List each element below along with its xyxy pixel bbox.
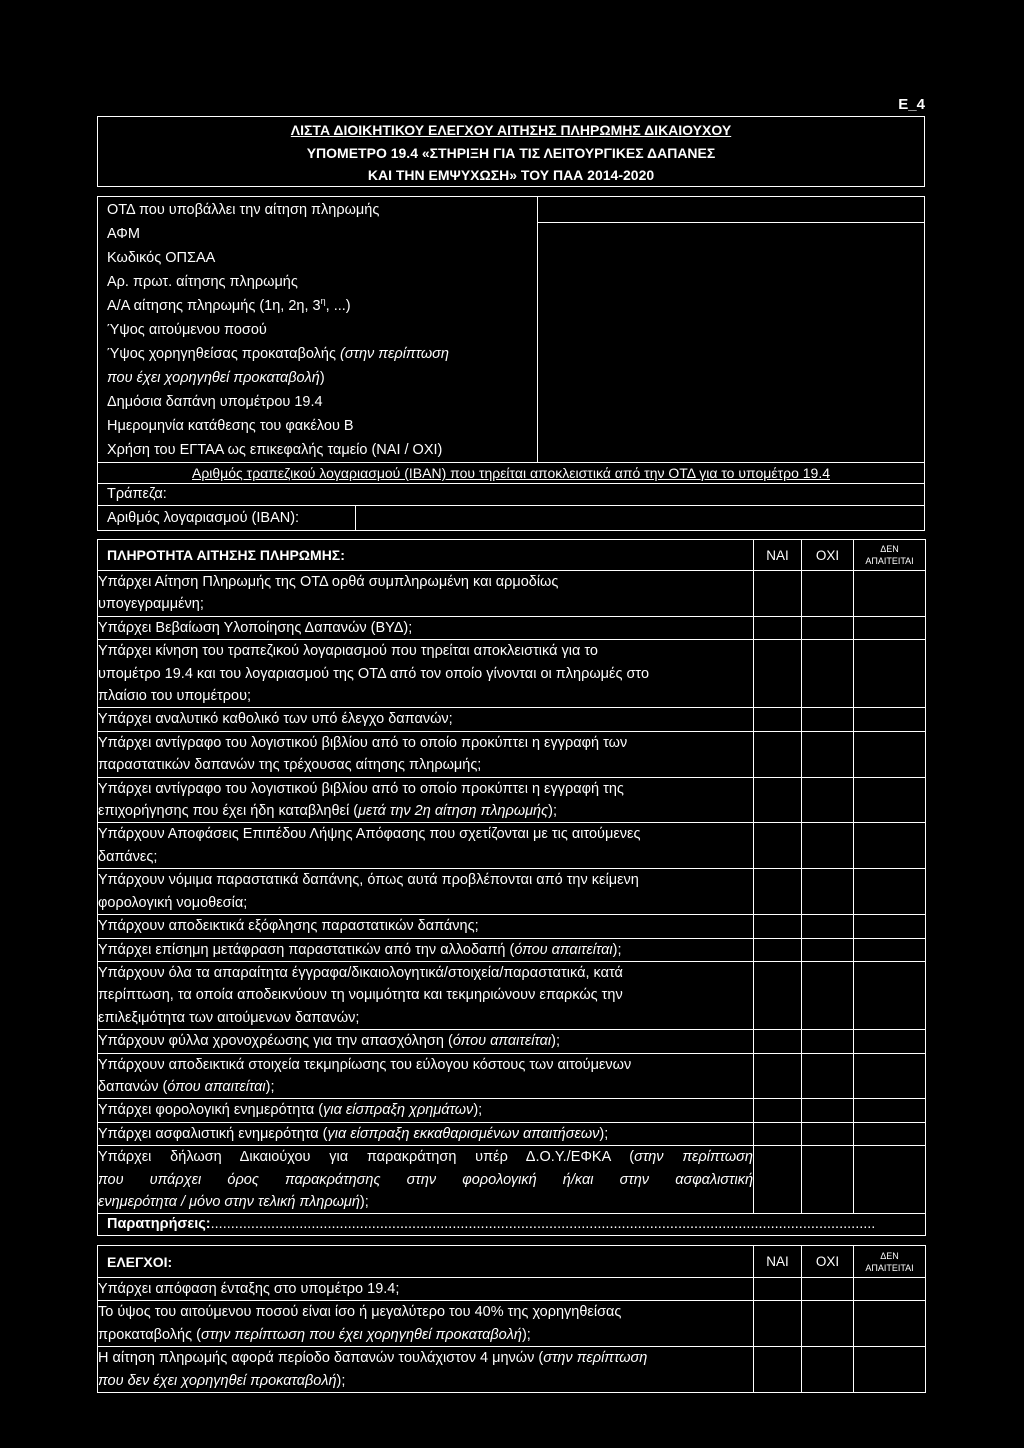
text-line — [98, 915, 753, 937]
checklist-row — [98, 961, 926, 1029]
answer-not-required-cell — [854, 777, 926, 823]
text-line — [107, 390, 449, 414]
answer-not-required-cell — [854, 1278, 926, 1301]
text-line — [98, 1054, 753, 1076]
info-field-label — [107, 414, 449, 438]
answer-not-required-cell — [854, 915, 926, 938]
answer-no-cell — [802, 823, 854, 869]
answer-no-cell — [802, 731, 854, 777]
text-segment: Κωδικός ΟΠΣΑΑ — [107, 250, 216, 266]
text-segment: Υπάρχει φορολογική ενημερότητα ( — [98, 1102, 324, 1119]
answer-yes-cell — [754, 708, 802, 731]
answer-not-required-cell — [854, 571, 926, 617]
text-line — [98, 1030, 753, 1052]
column-header-yes: ΝΑΙ — [754, 540, 802, 571]
checklist-question — [98, 1146, 754, 1214]
text-line — [107, 438, 449, 462]
table-rule — [537, 222, 924, 223]
answer-yes-cell — [754, 823, 802, 869]
answer-yes-cell — [754, 1146, 802, 1214]
text-line — [107, 414, 449, 438]
checks-table — [97, 1245, 926, 1393]
text-line — [98, 962, 753, 984]
text-segment: Υπάρχουν αποδεικτικά στοιχεία τεκμηρίωσης του εύλογου κόστους των αιτούμενων — [98, 1056, 632, 1073]
text-segment: υπομέτρο 19.4 και του λογαριασμού της ΟΤΔ από τον οποίο γίνονται οι πληρωμές στο — [98, 665, 650, 682]
text-segment: ); — [599, 1125, 609, 1142]
text-segment: ΟΤΔ που υποβάλλει την αίτηση πληρωμής — [107, 202, 380, 218]
text-segment: επιχορήγησης που έχει ήδη καταβληθεί ( — [98, 803, 359, 820]
iban-label: Αριθμός λογαριασμού (IBAN): — [107, 510, 300, 526]
text-line — [98, 823, 753, 845]
answer-not-required-cell — [854, 823, 926, 869]
checklist-question — [98, 823, 754, 869]
checklist-row — [98, 708, 926, 731]
text-line — [98, 617, 753, 639]
text-line — [98, 869, 753, 891]
remarks-cell — [98, 1214, 926, 1236]
text-segment: Υπάρχουν Αποφάσεις Επιπέδου Λήψης Απόφασης που σχετίζονται με τις αιτούμενες — [98, 826, 641, 843]
checklist-question — [98, 869, 754, 915]
column-header-no: ΟΧΙ — [802, 540, 854, 571]
text-line — [98, 1347, 753, 1369]
checklist-question — [98, 731, 754, 777]
italic-text-segment: που δεν έχει χορηγηθεί προκαταβολή — [98, 1372, 337, 1389]
document-subtitle-line-2: ΥΠΟΜΕΤΡΟ 19.4 «ΣΤΗΡΙΞΗ ΓΙΑ ΤΙΣ ΛΕΙΤΟΥΡΓΙΚΕΣ ΔΑΠΑΝΕΣ — [306, 144, 716, 161]
completeness-checklist-table — [97, 539, 926, 1236]
checklist-question — [98, 616, 754, 639]
checklist-row — [98, 571, 926, 617]
italic-text-segment: για είσπραξη εκκαθαρισμένων απαιτήσεων — [327, 1125, 600, 1142]
answer-yes-cell — [754, 571, 802, 617]
bank-label: Τράπεζα: — [107, 486, 167, 502]
checklist-row — [98, 938, 926, 961]
applicant-info-table — [97, 196, 925, 531]
checklist-row — [98, 1278, 926, 1301]
checklist-header-row — [98, 1246, 926, 1278]
checklist-row — [98, 1122, 926, 1145]
text-line — [98, 939, 753, 961]
text-line — [98, 846, 753, 868]
text-segment: Ύψος χορηγηθείσας προκαταβολής — [107, 346, 340, 362]
checklist-question — [98, 961, 754, 1029]
text-segment: ); — [521, 1326, 531, 1343]
text-line — [98, 778, 753, 800]
text-segment: ); — [265, 1078, 275, 1095]
answer-not-required-cell — [854, 1030, 926, 1053]
checklist-row — [98, 777, 926, 823]
text-line — [98, 1007, 753, 1029]
info-field-label — [107, 438, 449, 462]
section-heading: ΕΛΕΓΧΟΙ: — [98, 1246, 754, 1278]
checklist-row — [98, 1301, 926, 1347]
text-line — [98, 1076, 753, 1098]
answer-no-cell — [802, 640, 854, 708]
answer-yes-cell — [754, 731, 802, 777]
checklist-question — [98, 640, 754, 708]
remarks-label: Παρατηρήσεις: — [107, 1216, 211, 1233]
checklist-row — [98, 731, 926, 777]
text-segment: δαπάνες; — [98, 848, 158, 865]
answer-not-required-cell — [854, 869, 926, 915]
text-line — [98, 1123, 753, 1145]
text-line — [98, 1324, 753, 1346]
text-line — [107, 222, 449, 246]
text-segment: Υπάρχουν φύλλα χρονοχρέωσης για την απασχόληση ( — [98, 1033, 453, 1050]
checklist-row — [98, 915, 926, 938]
answer-no-cell — [802, 1278, 854, 1301]
checklist-question — [98, 1030, 754, 1053]
text-segment: Αρ. πρωτ. αίτησης πληρωμής — [107, 274, 298, 290]
column-header-not-required — [854, 1246, 926, 1278]
text-segment: Υπάρχει Βεβαίωση Υλοποίησης Δαπανών (ΒΥΔ); — [98, 619, 413, 636]
answer-yes-cell — [754, 1347, 802, 1393]
text-line — [107, 342, 449, 366]
text-line — [98, 754, 753, 776]
text-segment: πλαίσιο του υπομέτρου; — [98, 688, 252, 705]
text-segment: ΑΦΜ — [107, 226, 140, 242]
answer-no-cell — [802, 616, 854, 639]
italic-text-segment: όπου απαιτείται — [514, 941, 613, 958]
text-line — [98, 892, 753, 914]
text-segment: Υπάρχουν αποδεικτικά εξόφλησης παραστατικών δαπάνης; — [98, 918, 479, 935]
answer-not-required-cell — [854, 616, 926, 639]
checklist-row — [98, 823, 926, 869]
text-line — [107, 294, 449, 318]
checklist-row — [98, 1347, 926, 1393]
text-line — [98, 800, 753, 822]
info-field-label — [107, 318, 449, 342]
text-line — [98, 1099, 753, 1121]
text-segment: ); — [473, 1102, 483, 1119]
checklist-question — [98, 915, 754, 938]
text-line — [107, 318, 449, 342]
answer-yes-cell — [754, 869, 802, 915]
info-field-label — [107, 270, 449, 294]
checklist-row — [98, 640, 926, 708]
italic-text-segment: (στην περίπτωση — [339, 346, 449, 362]
info-field-label — [107, 390, 449, 414]
italic-text-segment: που υπάρχει όρος παρακράτησης στην φορολογική ή/και στην ασφαλιστική — [98, 1171, 753, 1188]
checklist-header-row — [98, 540, 926, 571]
text-segment: περίπτωση, τα οποία αποδεικνύουν τη νομιμότητα και τεκμηριώνουν επαρκώς την — [98, 987, 623, 1004]
checklist-question — [98, 708, 754, 731]
remarks-dots: ..................................................................................................................................................................... — [210, 1216, 876, 1233]
checklist-question — [98, 1122, 754, 1145]
text-line — [107, 366, 449, 390]
checklist-question — [98, 1347, 754, 1393]
text-segment: Α/Α αίτησης πληρωμής (1η, 2η, 3 — [107, 298, 321, 314]
italic-text-segment: στην περίπτωση που έχει χορηγηθεί προκαταβολή — [200, 1326, 522, 1343]
text-segment: Υπάρχει αναλυτικό καθολικό των υπό έλεγχο δαπανών; — [98, 711, 453, 728]
bank-account-heading: Αριθμός τραπεζικού λογαριασμού (IBAN) που τηρείται αποκλειστικά από την ΟΤΔ για το υπομέτρο 19.4 — [191, 465, 830, 481]
answer-yes-cell — [754, 961, 802, 1029]
text-line — [98, 593, 753, 615]
answer-not-required-cell — [854, 731, 926, 777]
table-rule — [355, 506, 356, 530]
text-segment: επιλεξιμότητα των αιτούμενων δαπανών; — [98, 1009, 360, 1026]
checklist-row — [98, 1146, 926, 1214]
text-line — [107, 198, 449, 222]
answer-not-required-cell — [854, 1053, 926, 1099]
text-line — [98, 640, 753, 662]
answer-yes-cell — [754, 938, 802, 961]
answer-not-required-cell — [854, 938, 926, 961]
text-segment: ); — [612, 941, 622, 958]
italic-text-segment: όπου απαιτείται — [167, 1078, 266, 1095]
column-header-line: ΔΕΝ — [880, 544, 899, 554]
table-rule — [98, 483, 924, 484]
table-rule — [537, 197, 538, 462]
text-segment: Το ύψος του αιτούμενου ποσού είναι ίσο ή μεγαλύτερο του 40% της χορηγηθείσας — [98, 1304, 622, 1321]
remarks-row — [98, 1214, 926, 1236]
answer-not-required-cell — [854, 1347, 926, 1393]
answer-no-cell — [802, 1099, 854, 1122]
info-field-label — [107, 294, 449, 318]
checklist-question — [98, 571, 754, 617]
answer-no-cell — [802, 915, 854, 938]
answer-yes-cell — [754, 1301, 802, 1347]
answer-not-required-cell — [854, 1122, 926, 1145]
text-line — [107, 246, 449, 270]
answer-no-cell — [802, 1122, 854, 1145]
text-segment: Η αίτηση πληρωμής αφορά περίοδο δαπανών τουλάχιστον 4 μηνών ( — [98, 1350, 544, 1367]
text-segment: υπογεγραμμένη; — [98, 596, 204, 613]
answer-no-cell — [802, 1301, 854, 1347]
info-field-label — [107, 198, 449, 222]
answer-no-cell — [802, 1053, 854, 1099]
italic-text-segment: ενημερότητα / μόνο στην τελική πληρωμή — [98, 1193, 360, 1210]
checklist-row — [98, 869, 926, 915]
column-header-line: ΔΕΝ — [880, 1250, 899, 1261]
answer-not-required-cell — [854, 1099, 926, 1122]
text-line — [98, 708, 753, 730]
checklist-row — [98, 616, 926, 639]
text-segment: Υπάρχει ασφαλιστική ενημερότητα ( — [98, 1125, 328, 1142]
info-field-label — [107, 342, 449, 390]
answer-no-cell — [802, 869, 854, 915]
text-line — [98, 1301, 753, 1323]
info-field-label — [107, 222, 449, 246]
answer-no-cell — [802, 1146, 854, 1214]
answer-no-cell — [802, 938, 854, 961]
column-header-not-required — [854, 540, 926, 571]
text-line — [98, 663, 753, 685]
text-segment: Δημόσια δαπάνη υπομέτρου 19.4 — [107, 394, 323, 410]
text-line — [98, 685, 753, 707]
answer-not-required-cell — [854, 1146, 926, 1214]
text-segment: Ύψος αιτούμενου ποσού — [107, 322, 267, 338]
text-segment: Υπάρχει Αίτηση Πληρωμής της ΟΤΔ ορθά συμπληρωμένη και αρμοδίως — [98, 574, 559, 590]
text-segment: προκαταβολής ( — [98, 1326, 201, 1343]
answer-yes-cell — [754, 1099, 802, 1122]
checklist-question — [98, 938, 754, 961]
italic-text-segment: στην περίπτωση — [634, 1149, 753, 1166]
answer-no-cell — [802, 708, 854, 731]
answer-no-cell — [802, 777, 854, 823]
checklist-row — [98, 1030, 926, 1053]
text-segment: Ημερομηνία κατάθεσης του φακέλου Β — [107, 418, 354, 434]
answer-not-required-cell — [854, 961, 926, 1029]
text-segment: φορολογική νομοθεσία; — [98, 894, 248, 911]
text-segment: Υπάρχει αντίγραφο του λογιστικού βιβλίου από το οποίο προκύπτει η εγγραφή της — [98, 780, 624, 797]
column-header-no: ΟΧΙ — [802, 1246, 854, 1278]
italic-text-segment: που έχει χορηγηθεί προκαταβολή — [107, 370, 320, 386]
text-line — [98, 1146, 753, 1168]
text-line — [98, 1169, 753, 1191]
text-line — [98, 1191, 753, 1213]
answer-not-required-cell — [854, 708, 926, 731]
text-segment: ); — [359, 1193, 369, 1210]
info-field-labels — [107, 198, 449, 462]
text-segment: Υπάρχουν νόμιμα παραστατικά δαπάνης, όπως αυτά προβλέπονται από την κείμενη — [98, 872, 639, 889]
checklist-question — [98, 1099, 754, 1122]
text-line — [107, 270, 449, 294]
answer-yes-cell — [754, 1122, 802, 1145]
column-header-yes: ΝΑΙ — [754, 1246, 802, 1278]
section-heading: ΠΛΗΡΟΤΗΤΑ ΑΙΤΗΣΗΣ ΠΛΗΡΩΜΗΣ: — [98, 540, 754, 571]
text-segment: Υπάρχει κίνηση του τραπεζικού λογαριασμού που τηρείται αποκλειστικά για το — [98, 643, 598, 660]
text-line — [98, 1278, 753, 1300]
text-segment: ) — [319, 370, 325, 386]
answer-not-required-cell — [854, 1301, 926, 1347]
italic-text-segment: για είσπραξη χρημάτων — [323, 1102, 474, 1119]
answer-yes-cell — [754, 1053, 802, 1099]
text-segment: Υπάρχει αντίγραφο του λογιστικού βιβλίου από το οποίο προκύπτει η εγγραφή των — [98, 734, 628, 751]
answer-yes-cell — [754, 616, 802, 639]
text-segment: Υπάρχει δήλωση Δικαιούχου για παρακράτηση υπέρ Δ.Ο.Υ./ΕΦΚΑ ( — [98, 1149, 635, 1166]
document-subtitle-line-3: ΚΑΙ ΤΗΝ ΕΜΨΥΧΩΣΗ» ΤΟΥ ΠΑΑ 2014-2020 — [367, 167, 655, 183]
document-title: ΛΙΣΤΑ ΔΙΟΙΚΗΤΙΚΟΥ ΕΛΕΓΧΟΥ ΑΙΤΗΣΗΣ ΠΛΗΡΩΜΗΣ ΔΙΚΑΙΟΥΧΟΥ — [290, 122, 732, 138]
text-segment: ); — [548, 803, 558, 820]
italic-text-segment: στην περίπτωση — [543, 1350, 648, 1367]
italic-text-segment: μετά την 2η αίτηση πληρωμής — [358, 803, 549, 820]
answer-yes-cell — [754, 1030, 802, 1053]
answer-yes-cell — [754, 777, 802, 823]
answer-no-cell — [802, 961, 854, 1029]
answer-yes-cell — [754, 640, 802, 708]
checklist-question — [98, 1278, 754, 1301]
checklist-row — [98, 1053, 926, 1099]
text-segment: Χρήση του ΕΓΤΑΑ ως επικεφαλής ταμείο (ΝΑΙ / ΟΧΙ) — [107, 442, 443, 458]
answer-not-required-cell — [854, 640, 926, 708]
document-code: E_4 — [898, 96, 925, 113]
column-header-line: ΑΠΑΙΤΕΙΤΑΙ — [865, 1262, 914, 1273]
text-line — [98, 984, 753, 1006]
text-segment: Υπάρχουν όλα τα απαραίτητα έγγραφα/δικαιολογητικά/στοιχεία/παραστατικά, κατά — [98, 964, 623, 981]
text-segment: παραστατικών δαπανών της τρέχουσας αίτησης πληρωμής; — [98, 757, 482, 774]
text-line — [98, 1370, 753, 1392]
text-segment: ); — [551, 1033, 560, 1050]
superscript-text: η — [320, 296, 326, 307]
italic-text-segment: όπου απαιτείται — [452, 1033, 552, 1050]
checklist-question — [98, 777, 754, 823]
answer-no-cell — [802, 1347, 854, 1393]
checklist-row — [98, 1099, 926, 1122]
answer-no-cell — [802, 1030, 854, 1053]
text-segment: δαπανών ( — [98, 1078, 168, 1095]
text-line — [98, 732, 753, 754]
text-line — [98, 571, 753, 593]
answer-yes-cell — [754, 1278, 802, 1301]
info-field-label — [107, 246, 449, 270]
answer-no-cell — [802, 571, 854, 617]
answer-yes-cell — [754, 915, 802, 938]
text-segment: Υπάρχει επίσημη μετάφραση παραστατικών από την αλλοδαπή ( — [98, 941, 515, 958]
column-header-line: ΑΠΑΙΤΕΙΤΑΙ — [865, 556, 914, 566]
text-segment: , ...) — [325, 298, 351, 314]
checklist-question — [98, 1053, 754, 1099]
text-segment: Υπάρχει απόφαση ένταξης στο υπομέτρο 19.4; — [98, 1281, 400, 1297]
title-box — [97, 116, 925, 187]
text-segment: ); — [336, 1372, 346, 1389]
checklist-question — [98, 1301, 754, 1347]
